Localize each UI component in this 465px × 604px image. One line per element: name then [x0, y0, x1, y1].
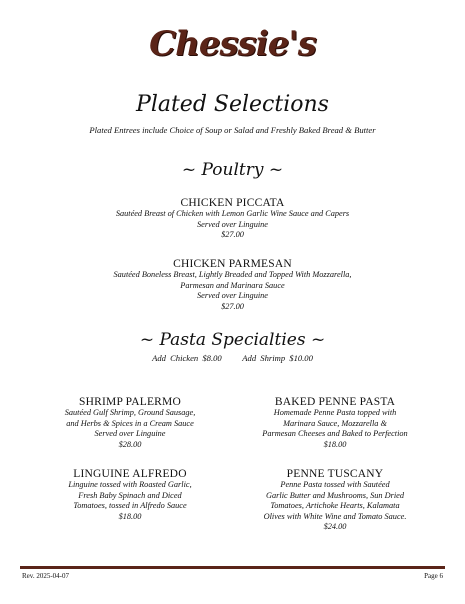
dish-price: $18.00	[323, 439, 347, 449]
menu-item-chicken-parmesan	[0, 258, 465, 312]
dish-name: CHICKEN PARMESAN	[173, 258, 292, 270]
dish-description-line: Garlic Butter and Mushrooms, Sun Dried	[266, 490, 404, 500]
dish-name: LINGUINE ALFREDO	[73, 468, 187, 480]
dish-name: SHRIMP PALERMO	[79, 396, 181, 408]
dish-description-line: Sautéed Boneless Breast, Lightly Breaded and Topped With Mozzarella,	[113, 270, 352, 279]
dish-price: $28.00	[118, 439, 142, 449]
dish-description-line: Served over Linguine	[94, 429, 166, 439]
menu-item-baked-penne-pasta	[240, 396, 430, 450]
menu-item-shrimp-palermo	[35, 396, 225, 450]
dish-description-line: Tomatoes, Artichoke Hearts, Kalamata	[270, 501, 400, 511]
dish-description-line: Fresh Baby Spinach and Diced	[78, 490, 182, 500]
poultry-heading: ~ Poultry ~	[181, 160, 284, 180]
addon-options: Add Chicken $8.00 Add Shrimp $10.00	[152, 353, 313, 363]
dish-name: PENNE TUSCANY	[286, 468, 384, 480]
chessies-logo: Chessie's	[149, 24, 316, 64]
dish-description-line: Linguine tossed with Roasted Garlic,	[68, 480, 192, 489]
dish-price: $27.00	[221, 301, 244, 311]
dish-description-line: Tomatoes, tossed in Alfredo Sauce	[73, 501, 187, 511]
dish-description-line: Served over Linguine	[197, 291, 268, 301]
menu-item-linguine-alfredo	[35, 468, 225, 522]
page-title: Plated Selections	[136, 92, 329, 117]
dish-price: $24.00	[323, 522, 347, 532]
dish-description-line: Sautéed Breast of Chicken with Lemon Garlic Wine Sauce and Capers	[115, 209, 350, 218]
dish-description-line: Sautéed Gulf Shrimp, Ground Sausage,	[64, 408, 196, 417]
dish-price: $27.00	[221, 230, 244, 240]
dish-name: BAKED PENNE PASTA	[274, 396, 396, 408]
dish-price: $18.00	[118, 511, 142, 521]
menu-item-chicken-piccata	[0, 197, 465, 241]
dish-description-line: Parmesan Cheeses and Baked to Perfection	[262, 429, 408, 439]
dish-description-line: Penne Pasta tossed with Sautéed	[280, 480, 390, 489]
dish-description-line: Served over Linguine	[197, 219, 268, 229]
dish-description-line: Marinara Sauce, Mozzarella &	[283, 418, 387, 428]
dish-description-line: Parmesan and Marinara Sauce	[180, 280, 285, 290]
dish-name: CHICKEN PICCATA	[180, 197, 285, 209]
pasta-heading: ~ Pasta Specialties ~	[139, 330, 326, 350]
page-subtitle: Plated Entrees include Choice of Soup or Salad and Freshly Baked Bread & Butter	[89, 125, 376, 135]
dish-description-line: Olives with White Wine and Tomato Sauce.	[263, 511, 407, 521]
page-number: Page 6	[424, 572, 443, 580]
dish-description-line: and Herbs & Spices in a Cream Sauce	[66, 418, 194, 428]
footer-divider	[20, 566, 445, 569]
dish-description-line: Homemade Penne Pasta topped with	[273, 408, 397, 417]
menu-item-penne-tuscany	[240, 468, 430, 533]
revision-date: Rev. 2025-04-07	[22, 572, 69, 580]
